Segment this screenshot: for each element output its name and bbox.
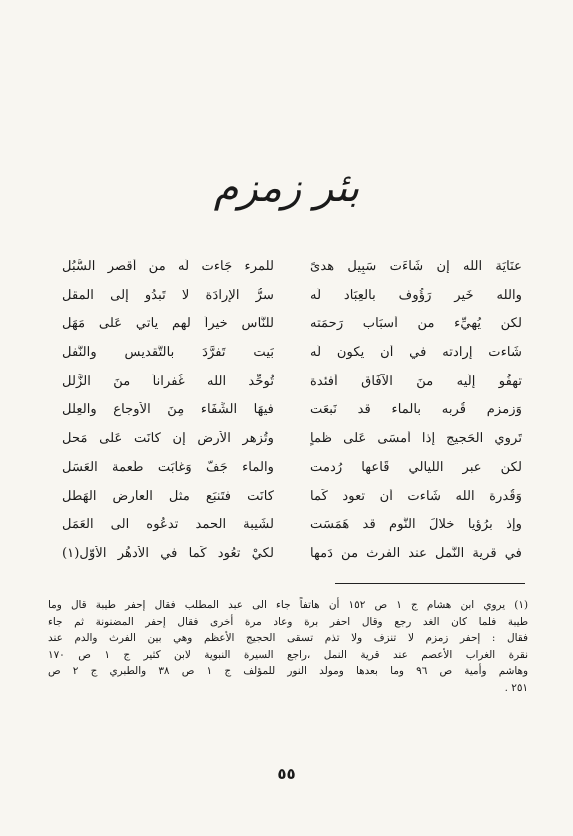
verse-first-hemistich: تهفُو إلَيه منَ الآفَاق أفئدة [310, 373, 522, 389]
verse-second-hemistich: بَيت تَفرَّدَ بالتَّقديس والنَّفل [62, 345, 274, 361]
poem-title: بئر زمزم [213, 165, 360, 211]
verse-second-hemistich: لكيْ تعُود كَما في الأدهُر الأوّل(١) [62, 545, 274, 561]
verse-second-hemistich: سرُّ الإرادَة لا تَبدُو إلى المقل [62, 287, 274, 303]
verse-first-hemistich: تَروي الحَجيج إذا أمسَى عَلى ظمأٍ [310, 431, 522, 447]
verse-first-hemistich: وَزمزم قُربه بالماء قد نَبعَت [310, 402, 522, 418]
verse-first-hemistich: والله خَير رَؤُوف بالعِبَاد لَه [310, 287, 522, 303]
page-number: ٥٥ [277, 765, 296, 783]
verse-first-hemistich: وَقُدرة الله شَاءت أن تعود كَما [310, 488, 522, 504]
verse-second-hemistich: كانَت فتَنبَع مثل العارض الهَطل [62, 488, 274, 504]
footnote-separator [335, 583, 525, 584]
verse-line [62, 485, 522, 508]
verse-second-hemistich: وتُزهر الأرض إن كانَت عَلى مَحل [62, 431, 274, 447]
verse-second-hemistich: لشَيبة الحمد تدعُوه الى العَمَل [62, 517, 274, 533]
verse-second-hemistich: فيهَا الشِّفَاء مِنَ الأوجاع والعِلل [62, 402, 274, 418]
verse-line [62, 398, 522, 421]
verse-first-hemistich: عنَايَة الله إن شَاءَت سَبِيل هدىً [310, 259, 522, 274]
verse-line [62, 456, 522, 479]
verse-line [62, 513, 522, 536]
verse-line [62, 427, 522, 450]
verse-second-hemistich: للمرء جَاءت لَه من أقصر السُّبُل [62, 259, 274, 274]
verse-first-hemistich: لكن يُهيِّء من أسبَاب رَحمَته [310, 316, 522, 332]
verse-second-hemistich: والماء جَفَّ وَغابَت طَعمة العَسَل [62, 459, 274, 475]
verse-line [62, 284, 522, 307]
footnote-line: (١) يروي ابن هشام ج ١ ص ١٥٢ أن هاتفاً جاء الى عبد المطلب فقال إحفر طيبة قال وما [48, 599, 528, 611]
footnote [48, 597, 528, 696]
verse-first-hemistich: وإذ برُؤيا خلالَ النَّوم قد هَمَسَت [310, 517, 522, 533]
poem-verses [62, 255, 522, 565]
footnote-line: فقال : إحفر زمزم لا تنزف ولا تذم تسقى الحجيج الأعظم وهي بين الفرث والدم عند [48, 632, 528, 644]
verse-line [62, 370, 522, 393]
footnote-line: نقرة الغراب الأعصم عند قرية النمل ،راجع السيرة النبوية لابن كثير ج ١ ص ١٧٠ [48, 648, 528, 661]
verse-line [62, 255, 522, 278]
footnote-line: ٢٥١ . [504, 681, 528, 694]
footnote-line: وهاشم وأمية ص ٩٦ وما بعدها ومولد النور للمؤلف ج ١ ص ٣٨ والطبري ج ٢ ص [48, 665, 528, 677]
verse-second-hemistich: تُوحِّد الله غُفراناً منَ الزَّلل [62, 373, 274, 389]
footnote-line: طيبة فلما كان الغد رجع وقال احفر برة وعاد مرة أخرى فقال إحفر المضنونة ثم جاء [48, 615, 528, 628]
verse-line [62, 542, 522, 565]
verse-first-hemistich: في قرية النَّمل عند الفرث من دَمها [310, 545, 522, 561]
verse-second-hemistich: للنَّاس خيراً لهم يأتي عَلى مَهَل [62, 316, 274, 332]
verse-first-hemistich: شَاءت إرادته في أن يكون لَه [310, 345, 522, 361]
verse-line [62, 341, 522, 364]
verse-line [62, 312, 522, 335]
verse-first-hemistich: لكن عبر اللَّيالي قَاعها رُدمت [310, 459, 522, 475]
